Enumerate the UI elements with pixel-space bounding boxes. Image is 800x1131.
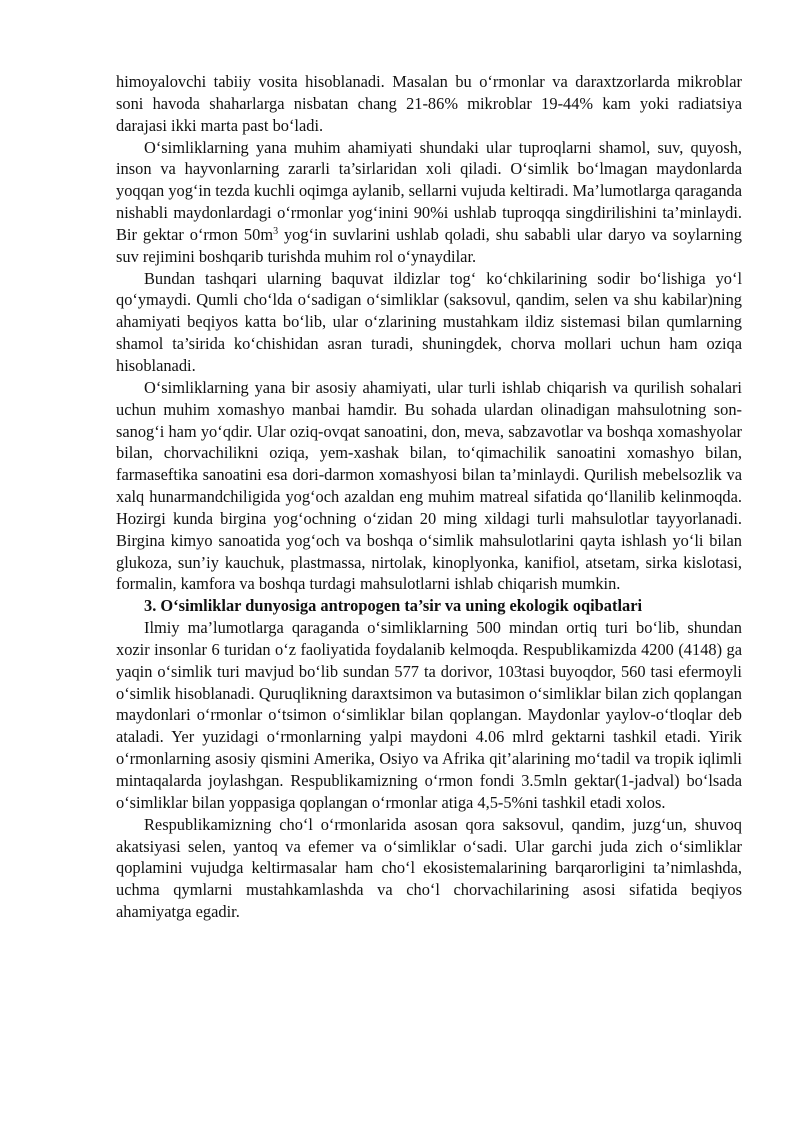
paragraph-2-text-end: yog‘in suvlarini ushlab qoladi, shu sababli ular daryo va soylarning suv rejimini boshqarib turishda muhim rol o‘ynaydilar.: [116, 224, 742, 266]
section-heading: 3. O‘simliklar dunyosiga antropogen ta’sir va uning ekologik oqibatlari: [144, 596, 643, 616]
cubic-superscript: 3: [273, 225, 279, 237]
paragraph-1: himoyalovchi tabiiy vosita hisoblanadi. Masalan bu o‘rmonlar va daraxtzorlarda mikroblar soni havoda shaharlarga nisbatan chang 21-86% mikroblar 19-44% kam yoki radiatsiya darajasi ikki marta past bo‘ladi.: [116, 72, 742, 135]
paragraph-2: [116, 137, 742, 268]
paragraph-2-text-start: O‘simliklarning yana muhim ahamiyati shundaki ular tuproqlarni shamol, suv, quyosh, inson va hayvonlarning zararli ta’sirlaridan xoli qiladi. O‘simlik bo‘lmagan maydonlarda yoqqan yog‘in tezda kuchli oqimga aylanib, sellarni vujuda keltiradi. Ma’lumotlarga qaraganda nishabli maydonlardagi o‘rmonlar yog‘inini 90%i ushlab tuproqqa singdirilishini ta’minlaydi. Bir gektar o‘rmon 50m: [116, 137, 742, 244]
paragraph-5: Ilmiy ma’lumotlarga qaraganda o‘simliklarning 500 mindan ortiq turi bo‘lib, shundan xozir insonlar 6 turidan o‘z faoliyatida foydalanib kelmoqda. Respublikamizda 4200 (4148) ga yaqin o‘simlik turi mavjud bo‘lib sundan 577 ta dorivor, 103tasi buyoqdor, 560 tasi efermoyli o‘simlik hisoblanadi. Quruqlikning daraxtsimon va butasimon o‘simliklar bilan zich qoplangan maydonlari o‘rmonlar o‘tsimon o‘simliklar bilan qoplangan. Maydonlar yaylov-o‘tloqlar deb ataladi. Yer yuzidagi o‘rmonlarning yalpi maydoni 4.06 mlrd gektarni tashkil etadi. Yirik o‘rmonlarning asosiy qismini Amerika, Osiyo va Afrika qit’alarining mo‘tadil va tropik iqlimli mintaqalarda joylashgan. Respublikamizning o‘rmon fondi 3.5mln gektar(1-jadval) bo‘lsada o‘simliklar bilan yoppasiga qoplangan o‘rmonlar atiga 4,5-5%ni tashkil etadi xolos.: [116, 618, 742, 812]
paragraph-6: Respublikamizning cho‘l o‘rmonlarida asosan qora saksovul, qandim, juzg‘un, shuvoq akatsiyasi selen, yantoq va efemer va o‘simliklar o‘sadi. Ular garchi juda zich o‘simliklar qoplamini vujudga keltirmasalar ham cho‘l ekosistemalarining barqarorligini ta’nimlashda, uchma qymlarni mustahkamlashda va cho‘l chorvachilarining asosi sifatida beqiyos ahamiyatga egadir.: [116, 814, 742, 922]
paragraph-3: Bundan tashqari ularning baquvat ildizlar tog‘ ko‘chkilarining sodir bo‘lishiga yo‘l qo‘ymaydi. Qumli cho‘lda o‘sadigan o‘simliklar (saksovul, qandim, selen va shu kabilar)ning ahamiyati beqiyos katta bo‘lib, ular o‘zlarining mustahkam ildiz sistemasi bilan qumlarning shamol ta’sirida ko‘chishidan asran turadi, shuningdek, chorva mollari uchun ham oziqa hisoblanadi.: [116, 268, 742, 375]
document-page: [116, 71, 742, 923]
paragraph-4: O‘simliklarning yana bir asosiy ahamiyati, ular turli ishlab chiqarish va qurilish sohalari uchun muhim xomashyo manbai hamdir. Bu sohada ulardan olinadigan mahsulotning son-sanog‘i ham yo‘qdir. Ular oziq-ovqat sanoatini, don, meva, sabzavotlar va boshqa xomashyolar bilan, chorvachilikni oziqa, yem-xashak bilan, to‘qimachilik sanoatini xomashyo bilan, farmaseftika sanoatini esa dori-darmon xomashyosi bilan ta’minlaydi. Qurilish mebelsozlik va xalq hunarmandchiligida yog‘och azaldan eng muhim matreal sifatida qo‘llanilib kelinmoqda. Hozirgi kunda birgina yog‘ochning o‘zidan 20 ming xildagi turli mahsulotlar tayyorlanadi. Birgina kimyo sanoatida yog‘och va boshqa o‘simlik mahsulotlarini qayta ishlash yo‘li bilan glukoza, sun’iy kauchuk, plastmassa, nirtolak, kinoplyonka, kanifiol, atsetam, sirka kislotasi, formalin, kamfora va boshqa turdagi mahsulotlarni ishlab chiqarish mumkin.: [116, 377, 742, 594]
